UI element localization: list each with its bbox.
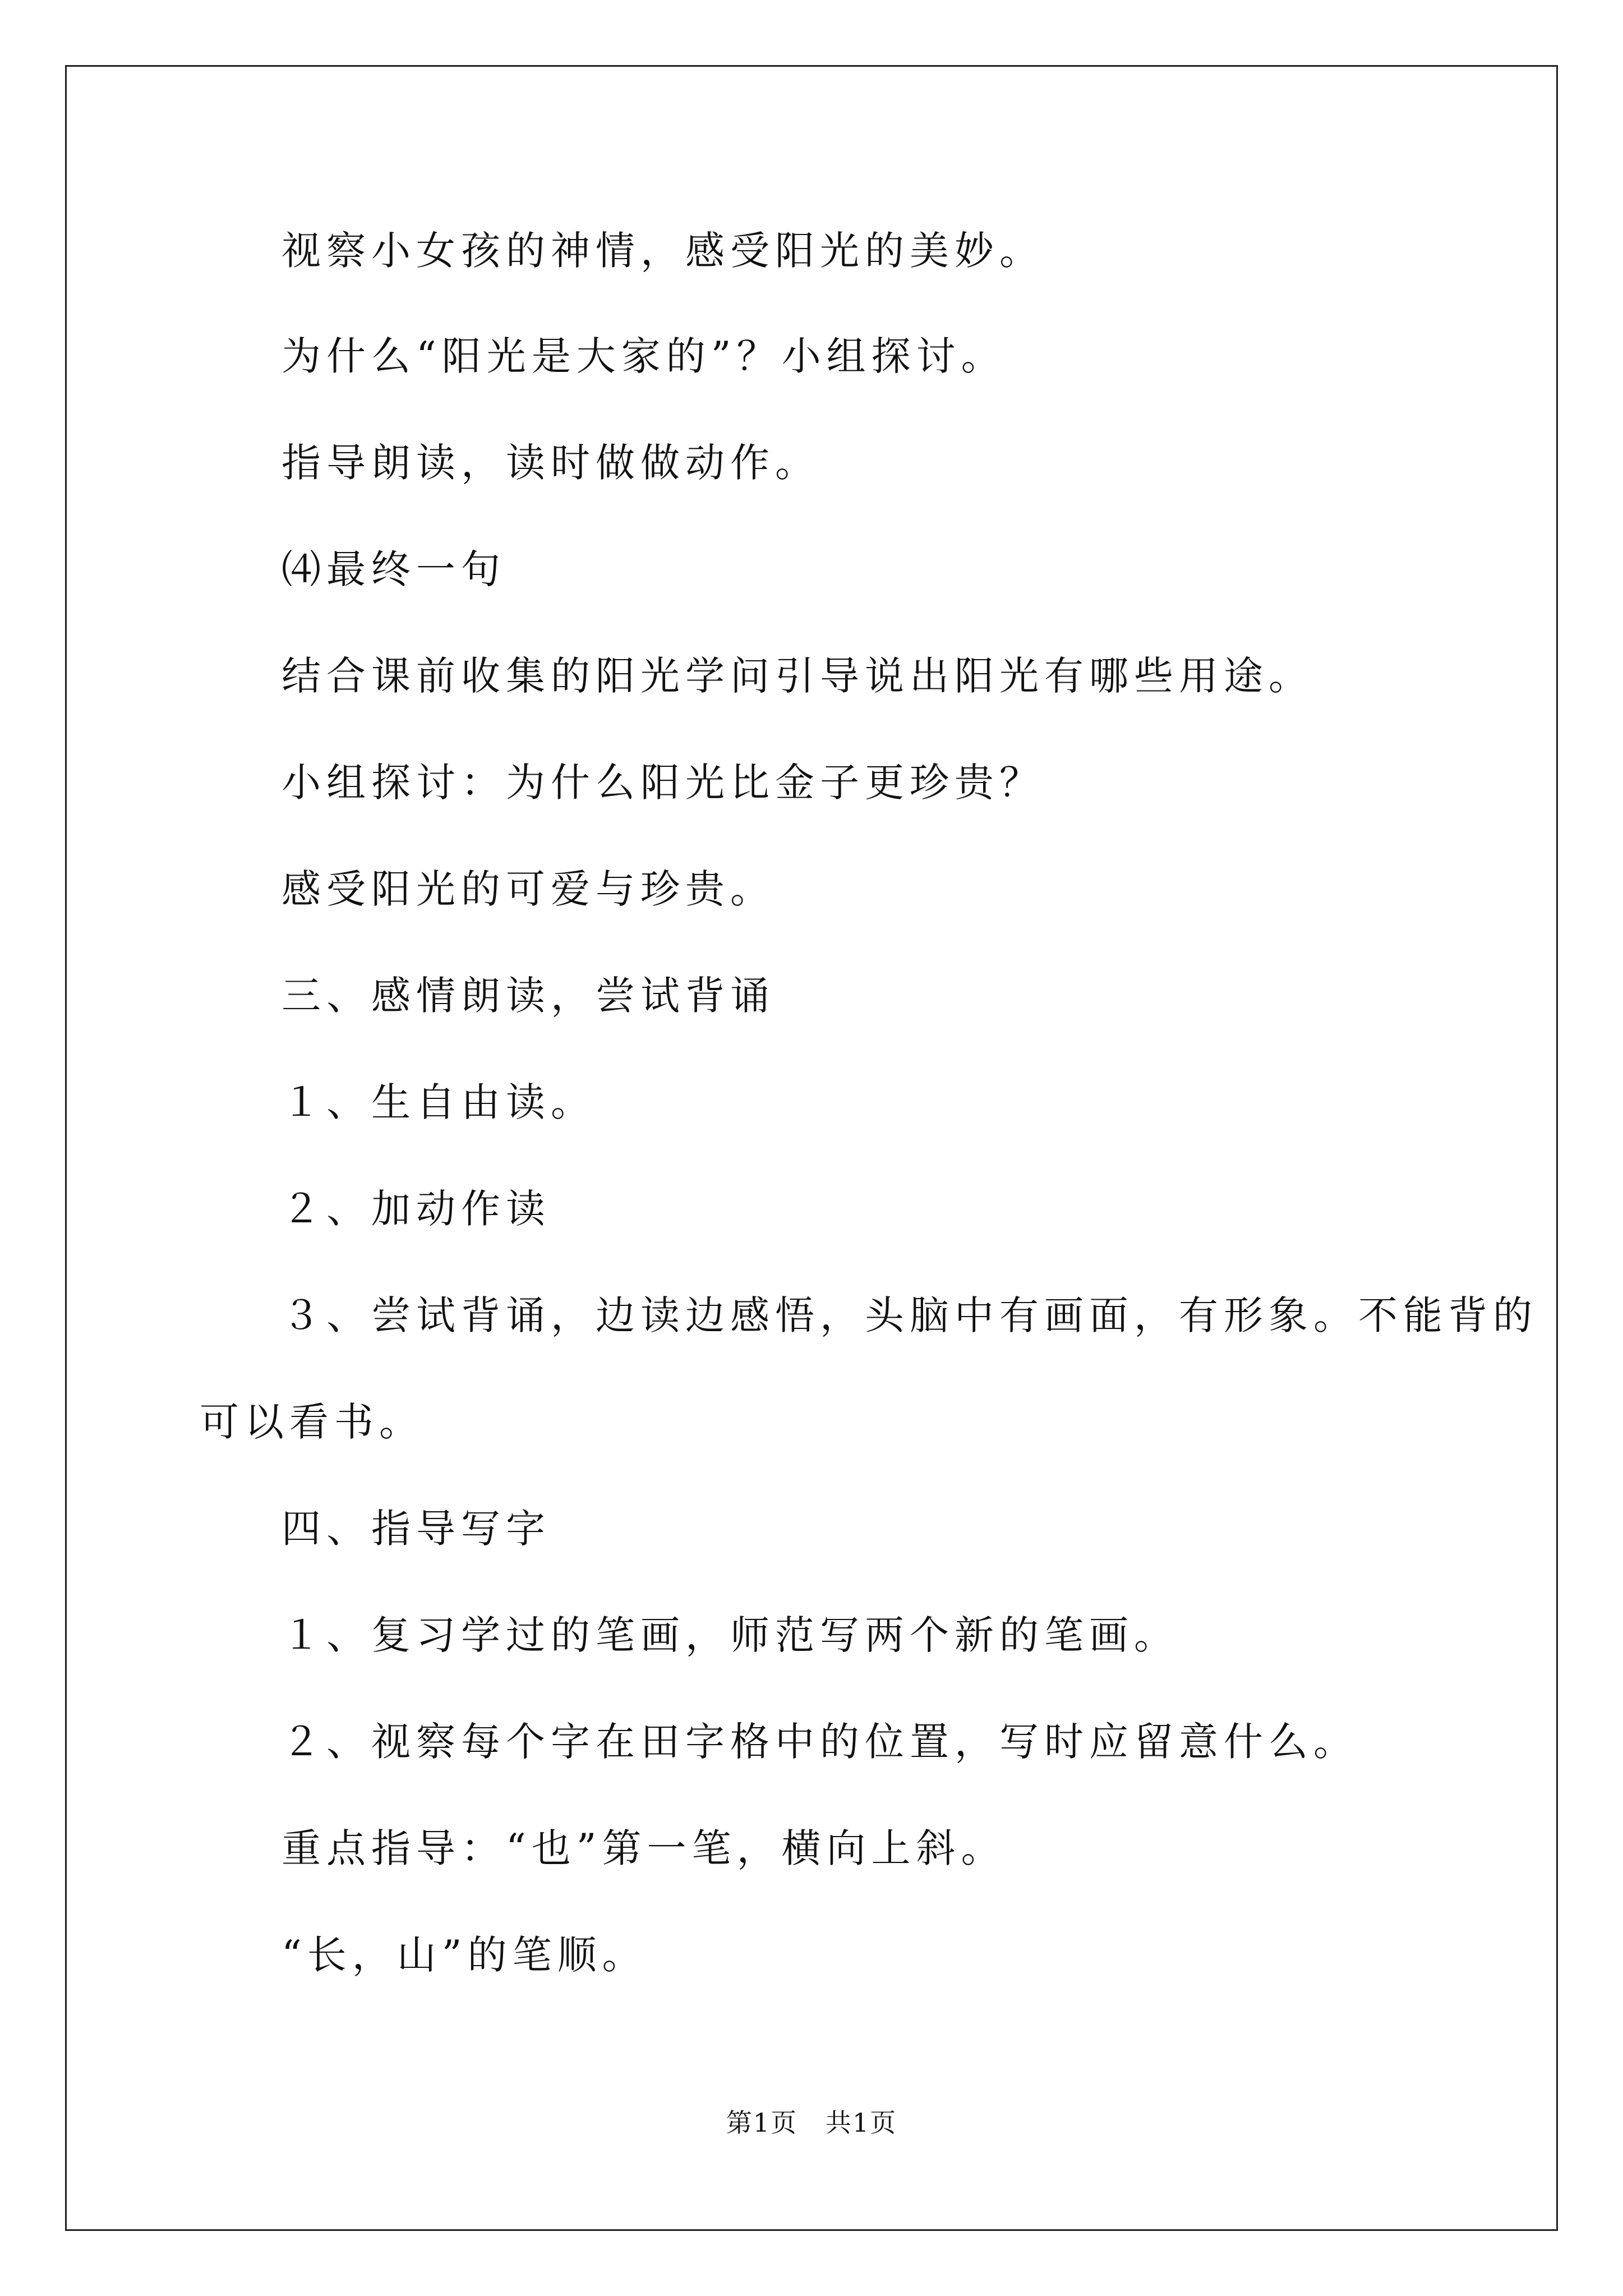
list-item-1: １、生自由读。	[282, 1079, 596, 1125]
paragraph-8: 重点指导：“也”第一笔，横向上斜。	[282, 1825, 1006, 1871]
list-item-4: １、复习学过的笔画，师范写两个新的笔画。	[282, 1612, 1179, 1658]
list-item-3-continuation: 可以看书。	[200, 1399, 424, 1445]
paragraph-6: 小组探讨：为什么阳光比金子更珍贵？	[282, 760, 1044, 806]
page-border	[65, 65, 1558, 2231]
page-footer: 第1页 共1页	[726, 2108, 897, 2138]
list-item-2: ２、加动作读	[282, 1186, 551, 1232]
paragraph-2: 为什么“阳光是大家的”？小组探讨。	[282, 333, 1006, 379]
heading-4: 四、指导写字	[282, 1506, 551, 1552]
paragraph-7: 感受阳光的可爱与珍贵。	[282, 866, 775, 912]
paragraph-5: 结合课前收集的阳光学问引导说出阳光有哪些用途。	[282, 653, 1313, 699]
list-item-3: ３、尝试背诵，边读边感悟，头脑中有画面，有形象。不能背的	[282, 1292, 1538, 1338]
paragraph-3: 指导朗读，读时做做动作。	[282, 440, 820, 486]
paragraph-4: ⑷最终一句	[282, 546, 506, 592]
paragraph-1: 视察小女孩的神情，感受阳光的美妙。	[282, 228, 1044, 274]
paragraph-9: “长，山”的笔顺。	[282, 1932, 647, 1978]
heading-3: 三、感情朗读，尝试背诵	[282, 973, 775, 1019]
list-item-5: ２、视察每个字在田字格中的位置，写时应留意什么。	[282, 1719, 1358, 1765]
